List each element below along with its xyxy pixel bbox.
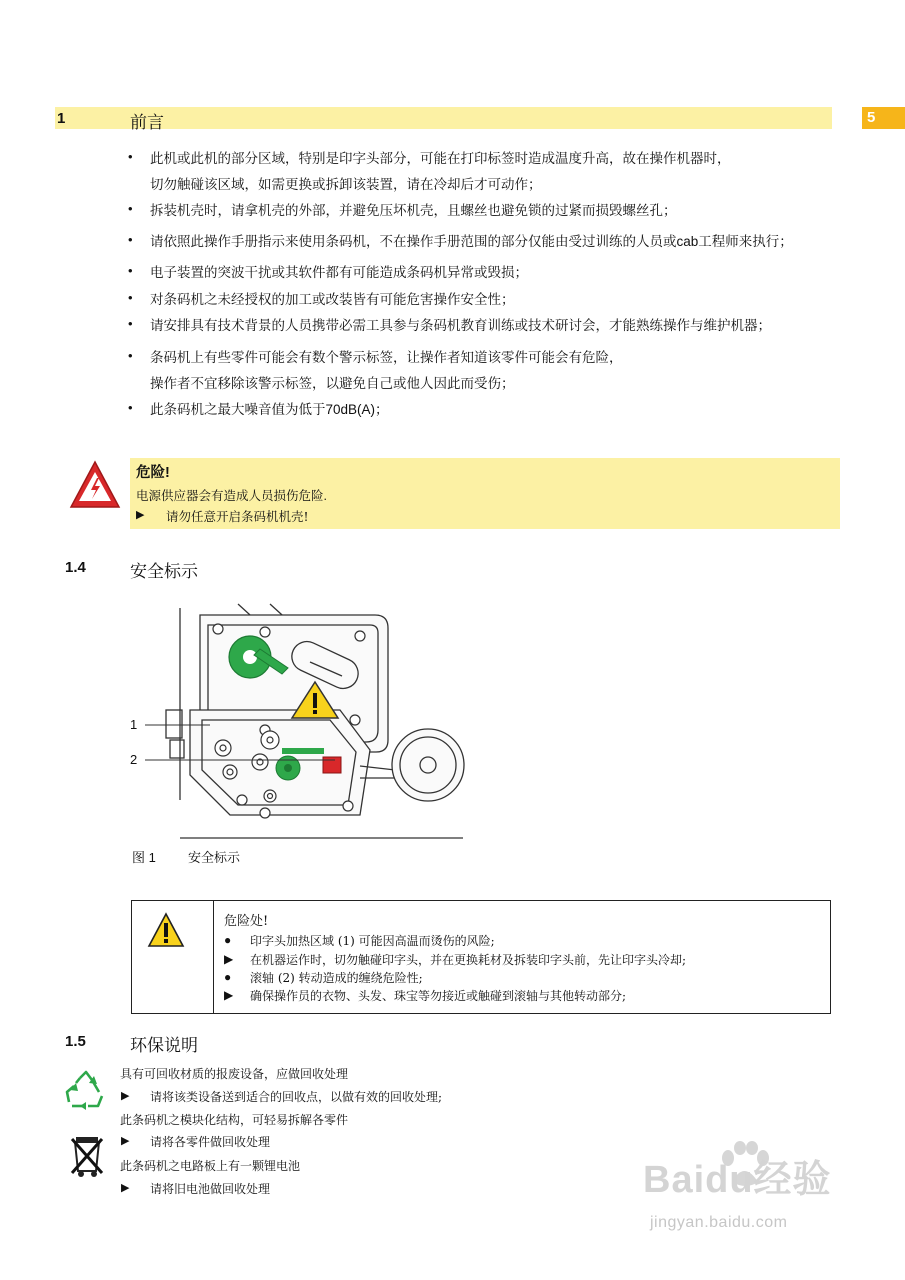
figure-caption-text: 安全标示 [188, 850, 241, 865]
bullet-text: 此机或此机的部分区域，特别是印字头部分，可能在打印标签时造成温度升高，故在操作机器时， [150, 151, 731, 166]
arrow-right-icon: ▶ [224, 952, 234, 966]
bullet-mark: • [128, 348, 133, 363]
env-instruction: 请将各零件做回收处理 [150, 1135, 271, 1149]
bullet-text: 请依照此操作手册指示来使用条码机，不在操作手册范围的部分仅能由受过训练的人员或cab工程师来执行； [150, 234, 793, 249]
env-instruction: 请将旧电池做回收处理 [150, 1182, 271, 1196]
warning-item: 滚轴 (2) 转动造成的缠绕危险性; [250, 971, 423, 985]
recycle-icon [64, 1070, 108, 1112]
bullet-text: 请安排具有技术背景的人员携带必需工具参与条码机教育训练或技术研讨会，才能熟练操作与维护机器； [150, 318, 771, 333]
section-header-bar [55, 107, 832, 129]
arrow-right-icon: ▶ [121, 1182, 130, 1194]
watermark-url: jingyan.baidu.com [650, 1214, 788, 1231]
bullet-dot-icon: ● [224, 970, 232, 984]
electric-hazard-icon [69, 459, 121, 511]
section-number: 1 [57, 110, 66, 127]
printer-mechanism-illustration [120, 600, 470, 845]
page-number-tab: 5 [862, 107, 905, 129]
bullet-text: 条码机上有些零件可能会有数个警示标签，让操作者知道该零件可能会有危险， [150, 350, 623, 365]
danger-action: 请勿任意开启条码机机壳! [166, 509, 309, 524]
bullet-mark: • [128, 232, 133, 247]
bullet-text: 操作者不宜移除该警示标签，以避免自己或他人因此而受伤； [150, 376, 515, 391]
crossed-bin-icon [70, 1133, 106, 1179]
bullet-mark: • [128, 400, 133, 415]
watermark-brand: Baidu经验 [643, 1159, 832, 1201]
bullet-mark: • [128, 263, 133, 278]
arrow-right-icon: ▶ [224, 988, 234, 1002]
arrow-right-icon: ▶ [121, 1090, 130, 1102]
warning-title: 危险处! [224, 914, 269, 929]
bullet-text: 切勿触碰该区域，如需更换或拆卸该装置，请在冷却后才可动作； [150, 177, 542, 192]
env-note: 此条码机之电路板上有一颗锂电池 [120, 1159, 301, 1173]
section-number: 1.5 [65, 1033, 86, 1050]
warning-item: 确保操作员的衣物、头发、珠宝等勿接近或触碰到滚轴与其他转动部分; [250, 989, 627, 1003]
bullet-text: 对条码机之未经授权的加工或改装皆有可能危害操作安全性； [150, 292, 515, 307]
bullet-mark: • [128, 201, 133, 216]
bullet-dot-icon: ● [224, 933, 232, 947]
figure-caption-label: 图 1 [132, 850, 156, 865]
danger-title: 危险! [136, 465, 170, 481]
warning-item: 印字头加热区域 (1) 可能因高温而烫伤的风险; [250, 934, 495, 948]
section-title: 环保说明 [130, 1036, 198, 1055]
section-title: 安全标示 [130, 562, 198, 581]
callout-1: 1 [130, 717, 138, 732]
bullet-text: 此条码机之最大噪音值为低于70dB(A)； [150, 402, 389, 417]
arrow-right-icon: ▶ [136, 509, 145, 521]
env-note: 具有可回收材质的报废设备，应做回收处理 [120, 1067, 349, 1081]
danger-subtitle: 电源供应器会有造成人员损伤危险. [136, 489, 327, 503]
arrow-right-icon: ▶ [121, 1135, 130, 1147]
bullet-text: 拆装机壳时，请拿机壳的外部，并避免压坏机壳，且螺丝也避免锁的过紧而损毁螺丝孔； [150, 203, 677, 218]
bullet-mark: • [128, 149, 133, 164]
warning-triangle-icon [147, 912, 185, 948]
warning-item: 在机器运作时，切勿触碰印字头，并在更换耗材及拆装印字头前，先让印字头冷却; [250, 953, 687, 967]
warning-divider [213, 900, 214, 1014]
env-note: 此条码机之模块化结构，可轻易拆解各零件 [120, 1113, 349, 1127]
bullet-mark: • [128, 316, 133, 331]
callout-2: 2 [130, 752, 138, 767]
bullet-text: 电子装置的突波干扰或其软件都有可能造成条码机异常或毁损； [150, 265, 528, 280]
section-title: 前言 [130, 113, 164, 132]
section-number: 1.4 [65, 559, 86, 576]
env-instruction: 请将该类设备送到适合的回收点，以做有效的回收处理; [150, 1090, 443, 1104]
bullet-mark: • [128, 290, 133, 305]
